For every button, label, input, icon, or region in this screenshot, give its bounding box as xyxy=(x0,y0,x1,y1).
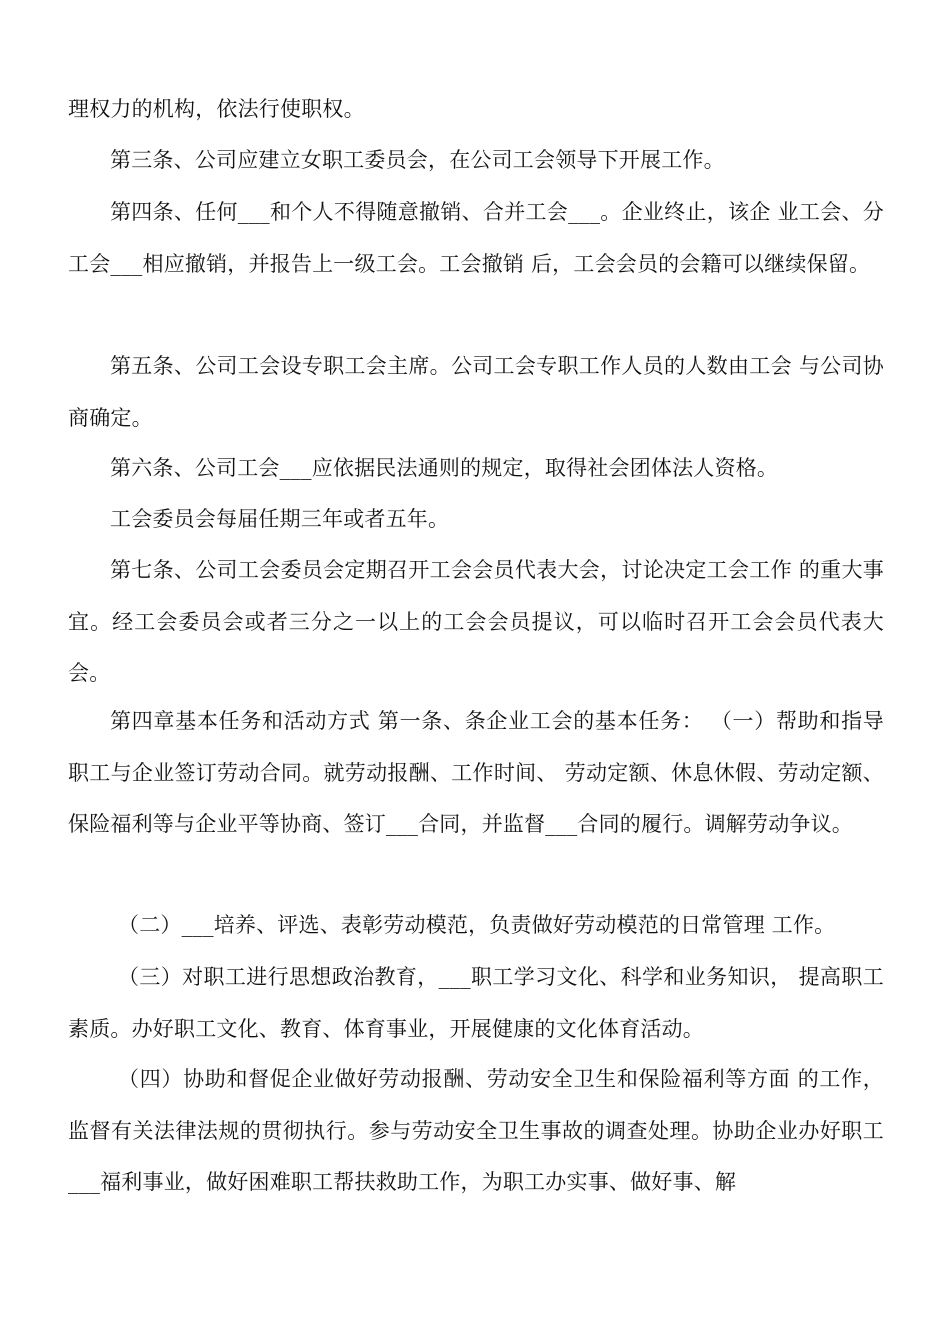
paragraph-task-4: （四）协助和督促企业做好劳动报酬、劳动安全卫生和保险福利等方面 的工作，监督有关法律法规的贯彻执行。参与劳动安全卫生事故的调查处理。协助企业办好职工___福利事业，做好困难职工帮扶救助工作，为职工办实事、做好事、解 xyxy=(68,1067,884,1194)
paragraph-article-4: 第四条、任何___和个人不得随意撤销、合并工会___。企业终止，该企 业工会、分工会___相应撤销，并报告上一级工会。工会撤销 后，工会会员的会籍可以继续保留。 xyxy=(68,200,884,276)
paragraph-article-5: 第五条、公司工会设专职工会主席。公司工会专职工作人员的人数由工会 与公司协商确定。 xyxy=(68,354,884,430)
paragraph-task-3: （三）对职工进行思想政治教育，___职工学习文化、科学和业务知识， 提高职工素质。办好职工文化、教育、体育事业，开展健康的文化体育活动。 xyxy=(68,965,884,1041)
paragraph-task-2: （二）___培养、评选、表彰劳动模范，负责做好劳动模范的日常管理 工作。 xyxy=(118,913,836,937)
paragraph-article-7: 第七条、公司工会委员会定期召开工会会员代表大会，讨论决定工会工作 的重大事宜。经工会委员会或者三分之一以上的工会会员提议，可以临时召开工会会员代表大会。 xyxy=(68,558,884,685)
paragraph-article-6: 第六条、公司工会___应依据民法通则的规定，取得社会团体法人资格。 xyxy=(110,456,779,480)
paragraph-term-of-office: 工会委员会每届任期三年或者五年。 xyxy=(110,507,450,531)
paragraph-continuation: 理权力的机构，依法行使职权。 xyxy=(68,97,365,121)
paragraph-article-3: 第三条、公司应建立女职工委员会，在公司工会领导下开展工作。 xyxy=(110,148,725,172)
paragraph-chapter-4: 第四章基本任务和活动方式 第一条、条企业工会的基本任务： （一）帮助和指导职工与企业签订劳动合同。就劳动报酬、工作时间、 劳动定额、休息休假、劳动定额、保险福利等与企业平等协商、签订___合同，并监督___合同的履行。调解劳动争议。 xyxy=(68,709,884,836)
